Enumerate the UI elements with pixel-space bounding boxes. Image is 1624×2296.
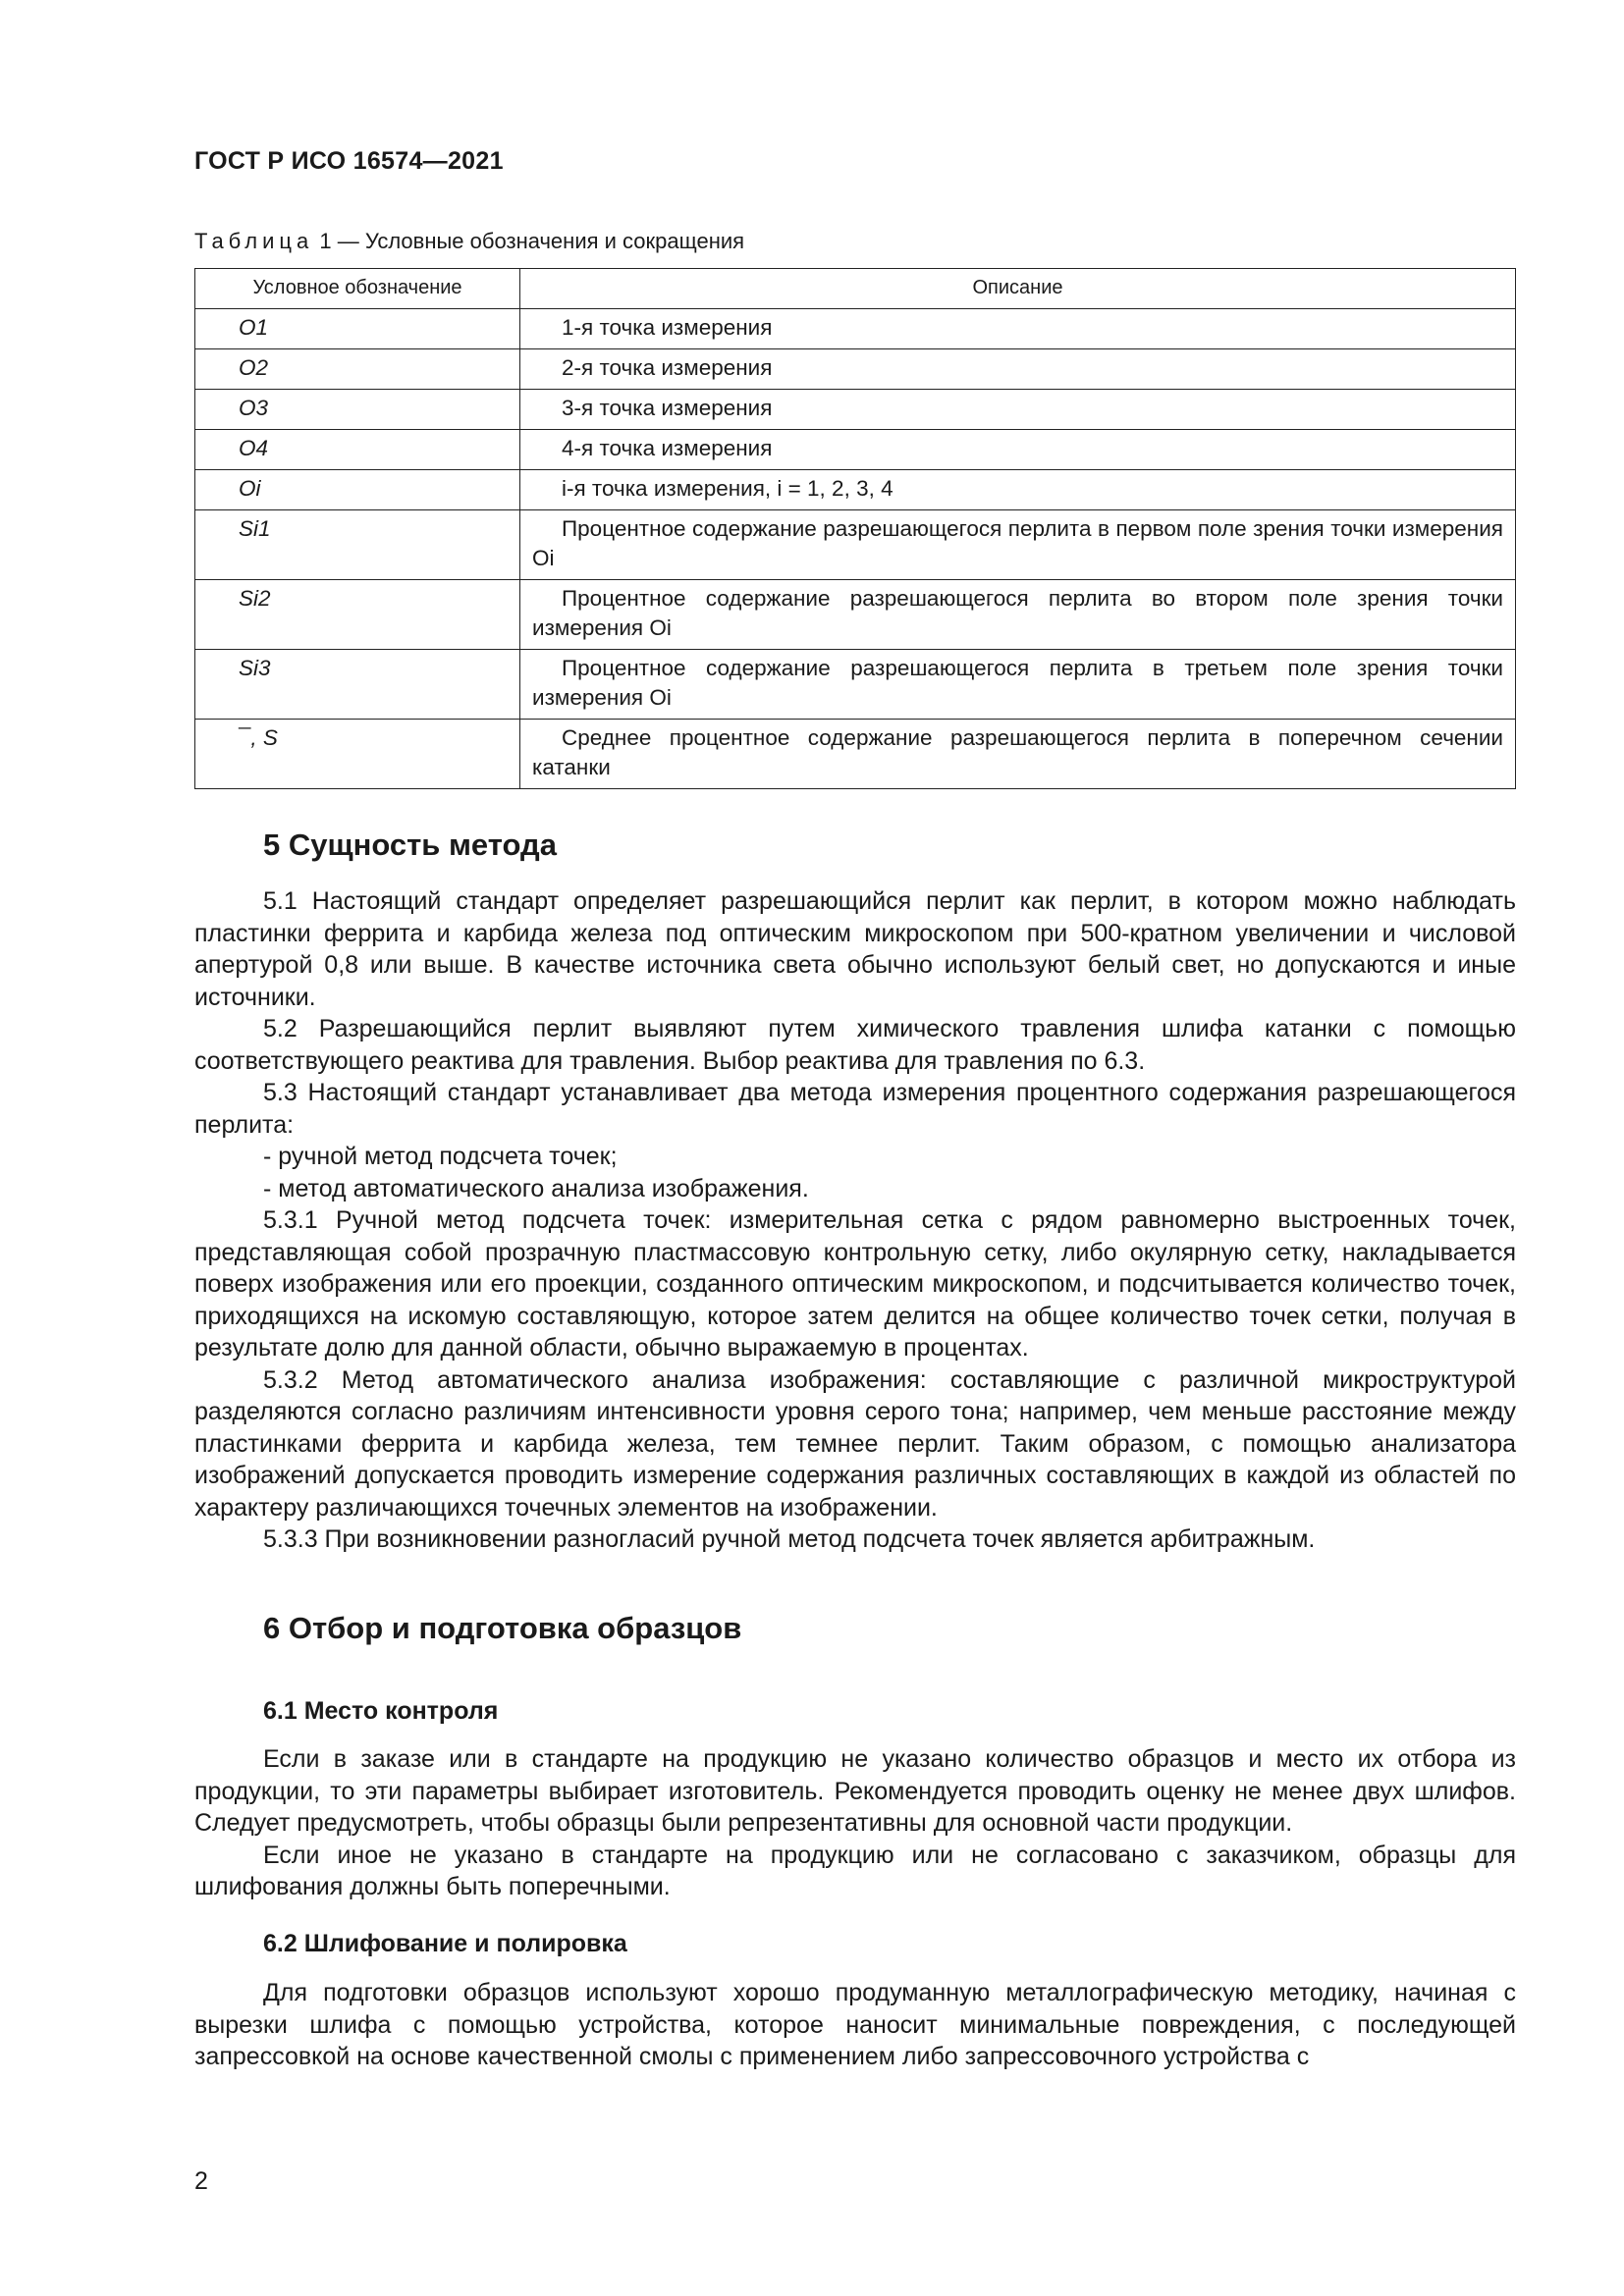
description-text: Среднее процентное содержание разрешающегося перлита в поперечном сечении катанки bbox=[532, 725, 1503, 779]
table-row bbox=[195, 430, 1516, 470]
table-caption-label: Таблица bbox=[194, 229, 314, 253]
subsection-6-2-body bbox=[194, 1977, 1516, 2073]
description-cell bbox=[520, 720, 1516, 789]
table-row bbox=[195, 470, 1516, 510]
symbols-table bbox=[194, 268, 1516, 789]
symbol-cell: Oi bbox=[195, 470, 520, 510]
paragraph-5-3: 5.3 Настоящий стандарт устанавливает два метода измерения процентного содержания разрешающегося перлита: bbox=[194, 1079, 1516, 1139]
list-item: - ручной метод подсчета точек; bbox=[263, 1143, 618, 1170]
paragraph-5-2: 5.2 Разрешающийся перлит выявляют путем химического травления шлифа катанки с помощью соответствующего реактива для травления. Выбор реактива для травления по 6.3. bbox=[194, 1015, 1516, 1075]
symbol-cell: O2 bbox=[195, 349, 520, 390]
subsection-6-1-body bbox=[194, 1743, 1516, 1903]
description-text: 2-я точка измерения bbox=[562, 355, 773, 380]
description-text: Процентное содержание разрешающегося перлита в первом поле зрения точки измерения Oi bbox=[532, 516, 1503, 570]
paragraph-5-3-3: 5.3.3 При возникновении разногласий ручной метод подсчета точек является арбитражным. bbox=[263, 1525, 1316, 1553]
table-row bbox=[195, 580, 1516, 650]
paragraph-5-3-2: 5.3.2 Метод автоматического анализа изображения: составляющие с различной микроструктурой разделяются согласно различиям интенсивности уровня серого тона; например, чем меньше расстояние между пластинками феррита и карбида железа, тем темнее перлит. Таким образом, с помощью анализатора изображений допускается проводить измерение содержания различных составляющих в каждой из областей по характеру различающихся точечных элементов на изображении. bbox=[194, 1365, 1516, 1522]
description-text: Процентное содержание разрешающегося перлита во втором поле зрения точки измерения Oi bbox=[532, 586, 1503, 640]
description-cell bbox=[520, 510, 1516, 580]
description-cell bbox=[520, 470, 1516, 510]
symbol-cell: O4 bbox=[195, 430, 520, 470]
description-text: 4-я точка измерения bbox=[562, 436, 773, 460]
description-cell bbox=[520, 430, 1516, 470]
description-text: i-я точка измерения, i = 1, 2, 3, 4 bbox=[562, 476, 893, 501]
description-cell bbox=[520, 390, 1516, 430]
paragraph-6-1-a: Если в заказе или в стандарте на продукцию не указано количество образцов и место их отбора из продукции, то эти параметры выбирает изготовитель. Рекомендуется проводить оценку не менее двух шлифов. Следует предусмотреть, чтобы образцы были репрезентативны для основной части продукции. bbox=[194, 1745, 1516, 1837]
paragraph-5-1: 5.1 Настоящий стандарт определяет разрешающийся перлит как перлит, в котором можно наблюдать пластинки феррита и карбида железа под оптическим микроскопом при 500-кратном увеличении и числовой апертурой 0,8 или выше. В качестве источника света обычно используют белый свет, но допускаются и иные источники. bbox=[194, 887, 1516, 1011]
description-text: Процентное содержание разрешающегося перлита в третьем поле зрения точки измерения Oi bbox=[532, 656, 1503, 710]
symbol-cell: O1 bbox=[195, 309, 520, 349]
description-cell bbox=[520, 580, 1516, 650]
document-header: ГОСТ Р ИСО 16574—2021 bbox=[194, 147, 504, 175]
table-header-row bbox=[195, 269, 1516, 309]
symbol-cell: O3 bbox=[195, 390, 520, 430]
section-6-heading: 6 Отбор и подготовка образцов bbox=[263, 1611, 742, 1645]
section-5-body bbox=[194, 885, 1516, 1556]
symbol-cell: ¯, S bbox=[195, 720, 520, 789]
subsection-6-2-heading: 6.2 Шлифование и полировка bbox=[263, 1930, 627, 1957]
paragraph-6-1-b: Если иное не указано в стандарте на продукцию или не согласовано с заказчиком, образцы для шлифования должны быть поперечными. bbox=[194, 1841, 1516, 1900]
table-caption-text: 1 — Условные обозначения и сокращения bbox=[313, 229, 745, 253]
description-text: 3-я точка измерения bbox=[562, 396, 773, 420]
table-caption bbox=[194, 229, 744, 254]
subsection-6-1-heading: 6.1 Место контроля bbox=[263, 1697, 499, 1725]
symbol-cell: Si1 bbox=[195, 510, 520, 580]
paragraph-5-3-1: 5.3.1 Ручной метод подсчета точек: измерительная сетка с рядом равномерно выстроенных точек, представляющая собой прозрачную пластмассовую контрольную сетку, либо окулярную сетку, накладывается поверх изображения или его проекции, созданного оптическим микроскопом, и подсчитывается количество точек, приходящихся на искомую составляющую, которое затем делится на общее количество точек сетки, получая в результате долю для данной области, обычно выражаемую в процентах. bbox=[194, 1206, 1516, 1362]
table-row bbox=[195, 309, 1516, 349]
symbol-cell: Si2 bbox=[195, 580, 520, 650]
description-cell bbox=[520, 650, 1516, 720]
table-row bbox=[195, 349, 1516, 390]
description-cell bbox=[520, 349, 1516, 390]
symbol-cell: Si3 bbox=[195, 650, 520, 720]
paragraph-6-2-a: Для подготовки образцов используют хорошо продуманную металлографическую методику, начиная с вырезки шлифа с помощью устройства, которое наносит минимальные повреждения, с последующей запрессовкой на основе качественной смолы с применением либо запрессовочного устройства с bbox=[194, 1979, 1516, 2070]
description-text: 1-я точка измерения bbox=[562, 315, 773, 340]
column-header-symbol: Условное обозначение bbox=[195, 269, 520, 309]
section-5-heading: 5 Сущность метода bbox=[263, 828, 557, 862]
table-row bbox=[195, 720, 1516, 789]
list-item: - метод автоматического анализа изображения. bbox=[263, 1174, 809, 1202]
table-row bbox=[195, 650, 1516, 720]
table-row bbox=[195, 390, 1516, 430]
column-header-description: Описание bbox=[520, 269, 1516, 309]
page-number: 2 bbox=[194, 2167, 208, 2195]
description-cell bbox=[520, 309, 1516, 349]
table-row bbox=[195, 510, 1516, 580]
